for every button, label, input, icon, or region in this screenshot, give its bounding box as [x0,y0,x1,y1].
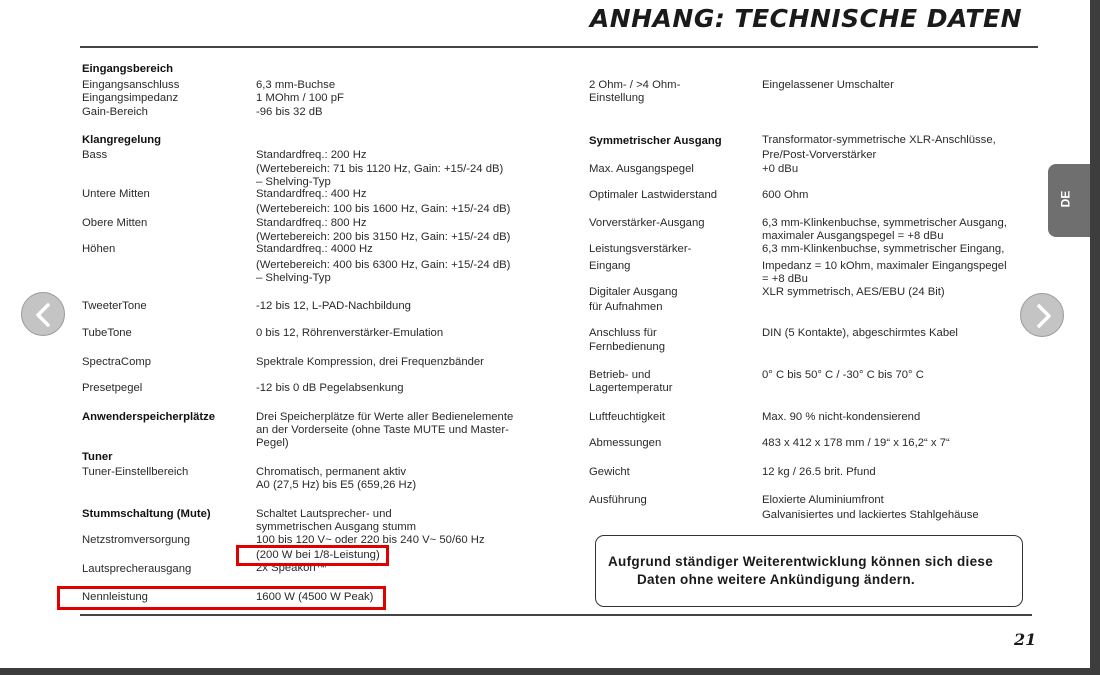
spec-label: Obere Mitten [82,217,148,229]
spec-value: Impedanz = 10 kOhm, maximaler Eingangspegel [762,260,1007,272]
bottom-divider [80,614,1032,616]
spec-value: 0° C bis 50° C / -30° C bis 70° C [762,369,924,381]
spec-label: Luftfeuchtigkeit [589,411,665,423]
spec-label: Tuner-Einstellbereich [82,466,189,478]
spec-value: Standardfreq.: 4000 Hz [256,243,373,255]
spec-label: SpectraComp [82,356,152,368]
spec-value: 483 x 412 x 178 mm / 19“ x 16,2“ x 7“ [762,437,950,449]
spec-label: Untere Mitten [82,188,150,200]
top-divider [80,46,1038,48]
spec-value: Drei Speicherplätze für Werte aller Bedienelemente [256,411,514,423]
next-page-button[interactable] [1020,293,1064,337]
heading-klangregelung: Klangregelung [82,134,162,146]
spec-label: Anwenderspeicherplätze [82,411,216,423]
spec-value: 600 Ohm [762,189,809,201]
notice-box [595,535,1023,607]
spec-value: Galvanisiertes und lackiertes Stahlgehäuse [762,509,979,521]
spec-value: 1 MOhm / 100 pF [256,92,344,104]
spec-value: 2x Speakon™ [256,562,327,574]
spec-value: +0 dBu [762,163,799,175]
spec-value: 6,3 mm-Buchse [256,79,336,91]
spec-label: Netzstromversorgung [82,534,190,546]
spec-value: Chromatisch, permanent aktiv [256,466,407,478]
spec-value: (Wertebereich: 200 bis 3150 Hz, Gain: +15/-24 dB) [256,231,511,243]
spec-value: Standardfreq.: 200 Hz [256,149,367,161]
spec-value: 100 bis 120 V~ oder 220 bis 240 V~ 50/60 Hz [256,534,485,546]
spec-value: maximaler Ausgangspegel = +8 dBu [762,230,944,242]
spec-label: Eingangsanschluss [82,79,180,91]
spec-label: Nennleistung [82,591,148,603]
spec-value: Pegel) [256,437,289,449]
viewer-background [1090,0,1100,675]
spec-label: Einstellung [589,92,645,104]
spec-label: TweeterTone [82,300,147,312]
spec-label: Leistungsverstärker- [589,243,692,255]
spec-label: TubeTone [82,327,132,339]
spec-value: 6,3 mm-Klinkenbuchse, symmetrischer Eingang, [762,243,1005,255]
highlight-box-nennleistung [57,586,386,610]
spec-label: Anschluss für [589,327,657,339]
heading-tuner: Tuner [82,451,113,463]
spec-label: Vorverstärker-Ausgang [589,217,705,229]
spec-value: Standardfreq.: 400 Hz [256,188,367,200]
notice-line: Aufgrund ständiger Weiterentwicklung können sich diese [608,554,994,569]
spec-label: Presetpegel [82,382,143,394]
spec-label: Fernbedienung [589,341,666,353]
notice-line: Daten ohne weitere Ankündigung ändern. [637,572,915,587]
page-title: ANHANG: TECHNISCHE DATEN [589,4,1022,33]
spec-value: -96 bis 32 dB [256,106,323,118]
spec-label: 2 Ohm- / >4 Ohm- [589,79,681,91]
spec-value: 6,3 mm-Klinkenbuchse, symmetrischer Ausgang, [762,217,1007,229]
spec-label: für Aufnahmen [589,301,663,313]
spec-value: symmetrischen Ausgang stumm [256,521,417,533]
spec-value: (200 W bei 1/8-Leistung) [256,549,380,561]
spec-value: – Shelving-Typ [256,272,331,284]
chevron-left-icon [22,293,66,337]
language-tab-label: DE [1058,190,1073,208]
spec-value: Pre/Post-Vorverstärker [762,149,877,161]
spec-label: Eingang [589,260,631,272]
spec-value: Eingelassener Umschalter [762,79,894,91]
spec-label: Abmessungen [589,437,662,449]
spec-label: Gewicht [589,466,630,478]
spec-value: Max. 90 % nicht-kondensierend [762,411,921,423]
spec-value: A0 (27,5 Hz) bis E5 (659,26 Hz) [256,479,417,491]
chevron-right-icon [1021,294,1065,338]
spec-label: Gain-Bereich [82,106,148,118]
spec-value: DIN (5 Kontakte), abgeschirmtes Kabel [762,327,958,339]
spec-value: an der Vorderseite (ohne Taste MUTE und Master- [256,424,509,436]
spec-value: Eloxierte Aluminiumfront [762,494,884,506]
spec-value: Standardfreq.: 800 Hz [256,217,367,229]
highlight-box-netz [236,545,389,566]
heading-eingangsbereich: Eingangsbereich [82,63,174,75]
spec-label: Bass [82,149,108,161]
spec-value: 0 bis 12, Röhrenverstärker-Emulation [256,327,444,339]
spec-value: XLR symmetrisch, AES/EBU (24 Bit) [762,286,945,298]
spec-label: Symmetrischer Ausgang [589,135,722,147]
language-tab[interactable] [1048,164,1090,237]
spec-value: Transformator-symmetrische XLR-Anschlüsse, [762,134,996,146]
spec-label: Eingangsimpedanz [82,92,179,104]
spec-label: Digitaler Ausgang [589,286,678,298]
spec-label: Höhen [82,243,116,255]
spec-value: 12 kg / 26.5 brit. Pfund [762,466,876,478]
spec-label: Betrieb- und [589,369,651,381]
spec-label: Max. Ausgangspegel [589,163,694,175]
page-number: 21 [1014,630,1037,649]
spec-value: Spektrale Kompression, drei Frequenzbänder [256,356,484,368]
spec-value: -12 bis 0 dB Pegelabsenkung [256,382,404,394]
spec-label: Lagertemperatur [589,382,673,394]
spec-value: 1600 W (4500 W Peak) [256,591,374,603]
spec-value: (Wertebereich: 100 bis 1600 Hz, Gain: +15/-24 dB) [256,203,511,215]
spec-label: Stummschaltung (Mute) [82,508,211,520]
spec-label: Optimaler Lastwiderstand [589,189,718,201]
spec-value: – Shelving-Typ [256,176,331,188]
spec-value: = +8 dBu [762,273,808,285]
spec-value: (Wertebereich: 400 bis 6300 Hz, Gain: +15/-24 dB) [256,259,511,271]
spec-label: Ausführung [589,494,647,506]
spec-value: Schaltet Lautsprecher- und [256,508,392,520]
spec-label: Lautsprecherausgang [82,563,192,575]
previous-page-button[interactable] [21,292,65,336]
spec-value: (Wertebereich: 71 bis 1120 Hz, Gain: +15/-24 dB) [256,163,504,175]
spec-value: -12 bis 12, L-PAD-Nachbildung [256,300,411,312]
